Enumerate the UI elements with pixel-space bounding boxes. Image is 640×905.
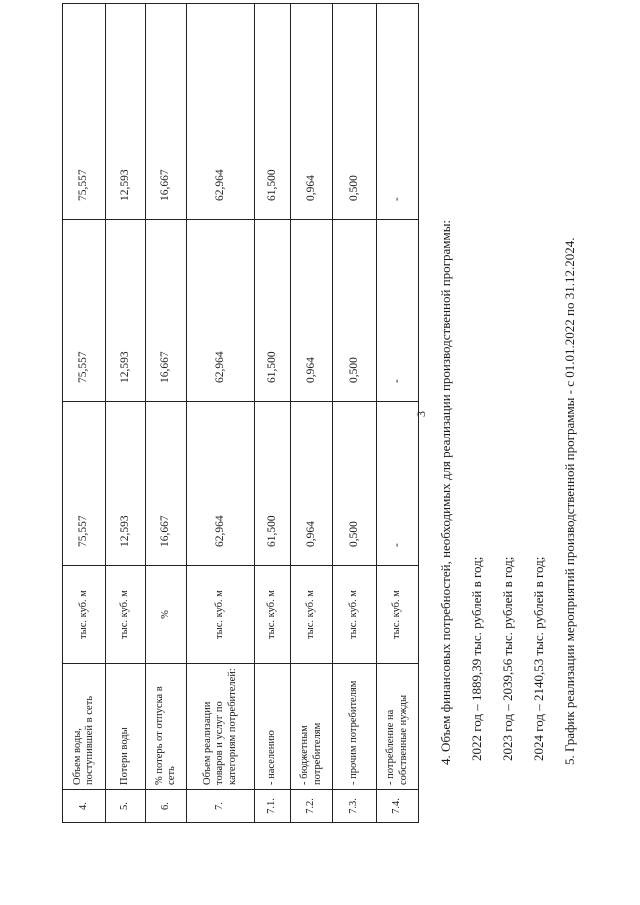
row-indicator: Объем воды, поступившей в сеть [63, 664, 106, 790]
table-row [63, 4, 106, 823]
row-value-2022: 0,964 [291, 402, 333, 566]
row-value-2023: 75,557 [63, 220, 106, 402]
table-row [187, 4, 255, 823]
row-value-2022: 12,593 [106, 402, 146, 566]
document-body-text [438, 220, 593, 765]
row-value-2024: 61,500 [255, 4, 291, 220]
row-value-2022: 75,557 [63, 402, 106, 566]
row-indicator: - населению [255, 664, 291, 790]
row-unit: тыс. куб. м [377, 566, 419, 664]
row-indicator: % потерь от отпуска в сеть [146, 664, 187, 790]
row-unit: тыс. куб. м [291, 566, 333, 664]
row-number: 7.2. [291, 790, 333, 823]
row-value-2022: 16,667 [146, 402, 187, 566]
funding-2024: 2024 год – 2140,53 тыс. рублей в год; [531, 556, 546, 761]
row-value-2024: 16,667 [146, 4, 187, 220]
table-row [106, 4, 146, 823]
row-indicator: - прочим потребителям [333, 664, 377, 790]
row-value-2023: 16,667 [146, 220, 187, 402]
row-unit: % [146, 566, 187, 664]
row-value-2024: 75,557 [63, 4, 106, 220]
table-row [333, 4, 377, 823]
row-value-2023: - [377, 220, 419, 402]
row-unit: тыс. куб. м [187, 566, 255, 664]
row-number: 7. [187, 790, 255, 823]
row-number: 7.4. [377, 790, 419, 823]
row-number: 6. [146, 790, 187, 823]
row-unit: тыс. куб. м [255, 566, 291, 664]
row-number: 4. [63, 790, 106, 823]
funding-2023: 2023 год – 2039,56 тыс. рублей в год; [500, 556, 515, 761]
row-value-2023: 12,593 [106, 220, 146, 402]
row-value-2022: 62,964 [187, 402, 255, 566]
row-value-2024: 0,500 [333, 4, 377, 220]
row-value-2022: - [377, 402, 419, 566]
section-5-heading: 5. График реализации мероприятий производственной программы - с 01.01.2022 по 31.12.2024. [562, 237, 577, 765]
section-4-heading: 4. Объем финансовых потребностей, необходимых для реализации производственной программы: [438, 219, 453, 765]
row-unit: тыс. куб. м [106, 566, 146, 664]
table-row [377, 4, 419, 823]
row-value-2023: 0,964 [291, 220, 333, 402]
row-value-2024: 12,593 [106, 4, 146, 220]
row-value-2022: 0,500 [333, 402, 377, 566]
row-value-2024: 0,964 [291, 4, 333, 220]
row-indicator: Объем реализации товаров и услуг по категориям потребителей: [187, 664, 255, 790]
row-value-2023: 0,500 [333, 220, 377, 402]
row-number: 7.3. [333, 790, 377, 823]
table-row [255, 4, 291, 823]
row-value-2024: - [377, 4, 419, 220]
table-row [291, 4, 333, 823]
row-number: 7.1. [255, 790, 291, 823]
row-unit: тыс. куб. м [63, 566, 106, 664]
row-value-2023: 61,500 [255, 220, 291, 402]
indicators-table [62, 3, 419, 823]
page-number: 3 [414, 411, 428, 417]
row-value-2022: 61,500 [255, 402, 291, 566]
row-unit: тыс. куб. м [333, 566, 377, 664]
row-value-2024: 62,964 [187, 4, 255, 220]
row-indicator: - потребление на собственные нужды [377, 664, 419, 790]
row-indicator: - бюджетным потребителям [291, 664, 333, 790]
table-row [146, 4, 187, 823]
row-value-2023: 62,964 [187, 220, 255, 402]
row-number: 5. [106, 790, 146, 823]
row-indicator: Потери воды [106, 664, 146, 790]
funding-2022: 2022 год – 1889,39 тыс. рублей в год; [469, 556, 484, 761]
